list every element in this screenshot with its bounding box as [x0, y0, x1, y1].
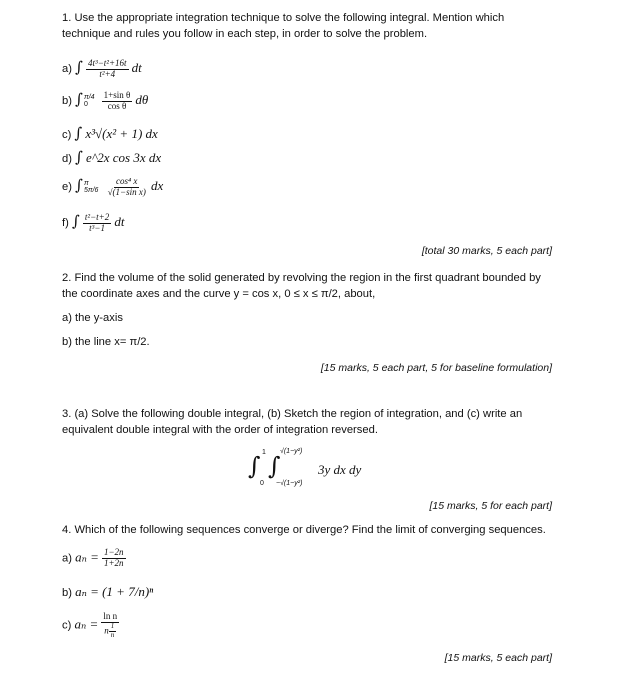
integral-sign: ∫ [75, 148, 83, 166]
q1e-numerator: cos⁴ x [116, 175, 138, 186]
q1a-differential: dt [131, 60, 142, 75]
q2-line1: 2. Find the volume of the solid generated by revolving the region in the first quadrant bounded by [62, 272, 541, 284]
q3-inner-upper: √(1−y²) [280, 448, 303, 455]
q2-part-a: a) the y-axis [62, 312, 123, 324]
q4a-numerator: 1−2n [103, 547, 124, 557]
q1f-numerator: t²−t+2 [84, 211, 110, 222]
q1e-differential: dx [150, 178, 164, 193]
q1b-fraction [102, 91, 133, 112]
q1c-label: c) [62, 129, 72, 141]
q1f-denominator: t³−1 [89, 222, 105, 233]
q1b-numerator: 1+sin θ [103, 89, 131, 100]
q3-line1: 3. (a) Solve the following double integral, (b) Sketch the region of integration, and (c) write an [62, 408, 523, 420]
q1a-numerator: 4t³−t²+16t [88, 57, 127, 68]
q1b-differential: dθ [135, 92, 149, 107]
integral-sign: ∫ [75, 176, 83, 194]
q1f-item [62, 212, 124, 233]
q4b-label: b) [62, 587, 72, 599]
q1e-fraction [106, 177, 148, 198]
q4c-denominator: n $\frac{1}{n}$ [104, 621, 115, 639]
q4c-label: c) [62, 619, 72, 632]
q4b-expression: aₙ = (1 + 7/n)ⁿ [75, 584, 154, 599]
q1e-upper-limit: π [84, 180, 89, 188]
q4c-nested-fraction: $\frac{1}{n}$ [110, 621, 115, 639]
q4c-lhs: aₙ = [74, 616, 99, 632]
q4-marks: [15 marks, 5 each part] [444, 652, 552, 664]
q4-line1: 4. Which of the following sequences converge or diverge? Find the limit of converging sequences. [62, 524, 546, 536]
q1f-differential: dt [114, 214, 125, 229]
q1d-expression: e^2x cos 3x dx [86, 150, 162, 165]
integral-sign: ∫ [71, 212, 80, 230]
q4b-item [62, 584, 153, 600]
q1c-expression: x³√(x² + 1) dx [85, 126, 158, 141]
q1c-item [62, 124, 158, 142]
q1f-label: f) [62, 217, 69, 229]
q4c-item [62, 612, 119, 639]
q1e-limits [84, 180, 98, 194]
q1b-label: b) [62, 95, 72, 107]
q1-marks: [total 30 marks, 5 each part] [421, 245, 552, 257]
q1b-item [62, 90, 148, 111]
q2-part-b: b) the line x= π/2. [62, 336, 150, 348]
q1f-fraction [83, 213, 111, 234]
q2-line2: the coordinate axes and the curve y = cos x, 0 ≤ x ≤ π/2, about, [62, 288, 376, 300]
q3-outer-lower: 0 [260, 480, 264, 487]
q1e-item [62, 176, 163, 197]
q3-outer-upper: 1 [262, 449, 266, 456]
q1a-fraction [86, 59, 129, 80]
q3-inner-lower: −√(1−y²) [276, 480, 303, 487]
q4c-numerator: ln n [103, 611, 118, 621]
q1b-denominator: cos θ [107, 100, 127, 111]
q3-double-integral [248, 446, 388, 492]
q4a-denominator: 1+2n [103, 557, 124, 568]
q3-marks: [15 marks, 5 for each part] [429, 500, 552, 512]
integral-sign: ∫ [74, 124, 83, 142]
q4a-label: a) [62, 552, 72, 565]
q1b-lower-limit: 0 [84, 101, 88, 109]
q3-integrand: 3y dx dy [318, 462, 362, 477]
q2-marks: [15 marks, 5 each part, 5 for baseline formulation] [320, 362, 552, 374]
q4a-fraction [102, 548, 126, 569]
integral-sign: ∫ [75, 90, 83, 108]
q1a-label: a) [62, 63, 72, 75]
q1e-lower-limit: 5π/6 [84, 187, 99, 195]
q1e-label: e) [62, 181, 72, 193]
q4a-lhs: aₙ = [75, 549, 99, 565]
integral-sign: ∫ [75, 58, 83, 76]
q4a-item [62, 548, 126, 569]
q1a-item [62, 58, 142, 79]
q1-intro-line1: 1. Use the appropriate integration technique to solve the following integral. Mention which [62, 12, 505, 24]
q4c-fraction [101, 612, 119, 639]
q3-line2: equivalent double integral with the order of integration reversed. [62, 424, 378, 436]
q1b-upper-limit: π/4 [84, 94, 95, 102]
q1-intro-line2: technique and rules you follow in each step, in order to solve the problem. [62, 28, 428, 40]
inner-integral-sign: ∫ [268, 452, 281, 480]
q1b-limits [84, 94, 95, 108]
q1e-denominator: √(1−sin x) [107, 186, 146, 197]
q1d-label: d) [62, 153, 72, 165]
q1a-denominator: t²+4 [99, 68, 116, 79]
outer-integral-sign: ∫ [248, 452, 261, 480]
q1d-item [62, 148, 161, 166]
